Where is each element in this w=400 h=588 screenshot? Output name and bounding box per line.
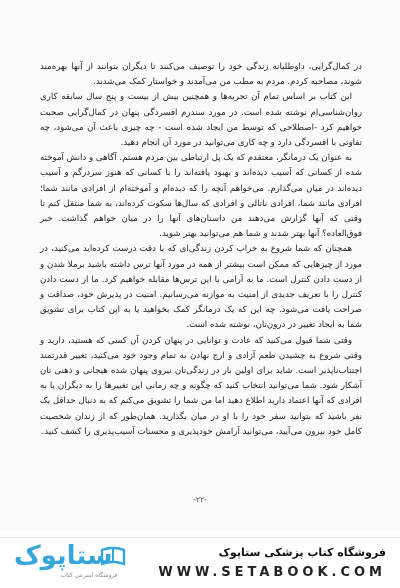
store-website-link[interactable]: WWW.SETABOOK.COM — [158, 565, 386, 580]
store-name: فروشگاه کتاب پزشکی ستاپوک — [218, 546, 386, 559]
store-footer — [0, 537, 400, 588]
paragraph-3: به عنوان یک درمانگر، معتقدم که یک پل ارتباطی بین مردم هستم. آگاهی و دانش آموخته شده از کسانی که آسیب دیده‌اند و بهبود یافته‌اند را با کسانی که هنوز سردرگم و آسیب دیده‌اند در میان می‌گذارم. می‌خواهم آنچه را که دیده‌ام و آموخته‌ام از افرادی مانند شما؛ افرادی مانند شما، افرادی ناتالی و افرادی که سال‌ها سکوت کرده‌اند، به شما منتقل کنم تا وقتی که آنها گزارش می‌دهند من داستان‌های آنها را در میان خواهم گذاشت. خبر فوق‌العاده؟ آنها بهتر شدند و شما هم می‌توانید بهتر شوید. — [40, 153, 362, 240]
paragraph-4: همچنان که شما شروع به خراب کردن زندگی‌ای که با دقت درست کرده‌اید می‌کنید، در مورد از چیزهایی که ممکن است بیشتر از همه در مورد آنها ترس داشته باشید برملا شدن و از دست دادن کنترل است. ما به آرامی با این ترس‌ها مقابله خواهیم کرد. ما از دست دادن کنترل را با تعریف جدیدی از امنیت به موازنه می‌رسانیم. امنیت در پذیرش خود، صداقت و صراحت یافت می‌شود. چه این که یک درمانگر کمک بخواهید یا به این کتاب برای تشویق شما به ایجاد تغییر در درون‌تان، نوشته شده است. — [40, 244, 362, 331]
logo-wordmark: ستاپوک — [14, 541, 113, 571]
store-logo[interactable] — [14, 541, 142, 585]
paragraph-1: در کمال‌گرایی، داوطلبانه زندگی خود را توصیف می‌کنند تا دیگران بتوانند از آنها بهره‌مند شوند، مصاحبه کردم. مردم به مطب من می‌آمدند و خواستار کمک می‌شدند. — [40, 62, 362, 88]
paragraph-2: این کتاب بر اساس تمام آن تجربه‌ها و همچنین بیش از بیست و پنج سال سابقه کاری روان‌شناسی‌ام نوشته شده است. در مورد سندرم افسردگی پنهان در کمال‌گرایی صحبت خواهیم کرد -اصطلاحی که توسط من ایجاد شده است - چه چیزی باعث آن می‌شود، چه تفاوتی با افسردگی دارد و چه کاری می‌توانید در مورد آن انجام دهید. — [40, 92, 362, 149]
logo-caption: فروشگاه اینترنتی کتاب — [60, 572, 118, 579]
paragraph-5: وقتی شما قبول می‌کنید که عادت و توانایی در پنهان کردن آن کسی که هستید، دارید و وقتی شروع به چشیدن طعم آزادی و ارج نهادن به تمام وجود خود می‌کنید، تغییر قدرتمند اجتناب‌ناپذیر است. شاید برای اولین بار در زندگی‌تان نیروی پنهان شده هیجانی و ذهنی تان آشکار شود. شما می‌توانید انتخاب کنید که چگونه و چه زمانی این تغییرها را به دیگران یا به افرادی که آنها اعتماد دارید اطلاع دهید اما من شما را تشویق می‌کنم که به دنبال حداقل یک نفر باشید که بتوانید سفر خود را با او در میان بگذارید. همان‌طور که از زندان شخصیت کامل خود بیرون می‌آیید، می‌توانید آرامش خودپذیری و محسنات آسیب‌پذیری را کشف کنید. — [40, 335, 362, 437]
page-number: -۲۲- — [193, 495, 207, 504]
body-text — [40, 60, 362, 440]
